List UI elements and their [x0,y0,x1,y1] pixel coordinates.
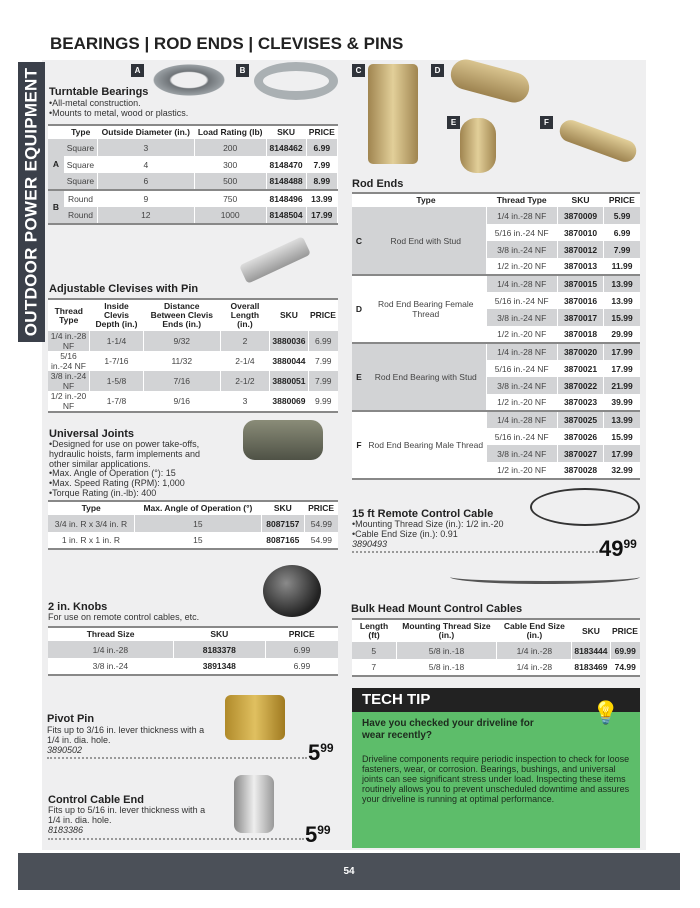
table-cell: 5 [352,642,396,659]
table-cell: Square [64,173,97,190]
table-cell: 5/8 in.-18 [396,642,497,659]
remote-cable-sku: 3890493 [352,539,388,549]
cable-end-sku: 8183386 [48,825,84,835]
table-cell: 2 [220,331,270,351]
table-cell: 54.99 [304,515,338,532]
square-bearing-image [148,62,230,98]
table-cell: 9.99 [308,391,338,412]
image-label-b: B [236,64,249,77]
column-header: Load Rating (lb) [194,125,266,139]
table-cell: 15.99 [604,309,640,326]
table-row [352,275,640,292]
table-cell: 6.99 [265,641,338,658]
knob-image [263,565,321,617]
side-label: OUTDOOR POWER EQUIPMENT [21,67,41,337]
table-row [352,411,640,428]
remote-cable-price [599,536,637,562]
rod-end-bearing-stud-image [460,118,496,173]
table-cell: 3/8 in.-24 NF [486,377,557,394]
table-cell: 5/16 in.-24 NF [48,351,89,371]
table-cell: 6.99 [308,331,338,351]
table-cell: 5/8 in.-18 [396,659,497,676]
table-cell: 3870021 [557,360,603,377]
remote-cable-bullet: •Mounting Thread Size (in.): 1/2 in.-20 [352,519,504,529]
lightbulb-icon: 💡 [592,700,620,725]
table-cell: 1/2 in.-20 NF [486,258,557,275]
table-cell: 1/4 in.-28 NF [486,411,557,428]
table-cell: 200 [194,139,266,156]
table-cell: 32.99 [604,462,640,479]
table-cell: 7/16 [144,371,221,391]
knobs-table [48,626,338,676]
table-cell: 6 [97,173,194,190]
column-header: SKU [261,501,304,515]
table-cell: 39.99 [604,394,640,411]
column-header: Thread Type [48,299,89,331]
table-cell: 1/4 in.-28 [48,641,173,658]
table-row [48,156,338,173]
table-row [48,371,338,391]
table-cell: 3870015 [557,275,603,292]
table-cell: Square [64,139,97,156]
table-cell: 1/4 in.-28 [497,642,572,659]
table-cell: 750 [194,190,266,207]
column-header [48,125,64,139]
table-cell: 2-1/2 [220,371,270,391]
table-cell: 8087165 [261,532,304,549]
table-row [48,658,338,675]
table-cell: Round [64,190,97,207]
table-cell: 1/2 in.-20 NF [486,394,557,411]
image-label-a: A [131,64,144,77]
table-cell: 9/16 [144,391,221,412]
table-cell: 54.99 [304,532,338,549]
knobs-subtitle: For use on remote control cables, etc. [48,612,200,622]
turntable-bullet: •All-metal construction. [49,98,141,108]
leader-dots [352,551,598,553]
table-cell: 8148462 [266,139,306,156]
remote-cable-image [530,488,640,526]
column-header [352,193,366,207]
table-cell: 3870026 [557,428,603,445]
table-row [48,331,338,351]
tech-tip-body: Driveline components require periodic inspection to check for loose fasteners, wear, or corrosion. Bearings, bushings, and universal joints can see significant stress under load. Inspecting these items routinely allows you to prevent unscheduled downtime and assures your driveline is running at optimal performance. [362,754,630,804]
table-cell: Round [64,207,97,224]
column-header: Mounting Thread Size (in.) [396,619,497,642]
table-cell: 8148496 [266,190,306,207]
table-row [48,207,338,224]
table-cell: 9/32 [144,331,221,351]
leader-dots [48,838,304,840]
price-cents: 99 [320,741,334,755]
table-cell: 3870018 [557,326,603,343]
table-cell: 7.99 [306,156,337,173]
price-dollars: 49 [599,536,624,561]
table-cell: 7.99 [308,351,338,371]
ujoints-table [48,500,338,550]
section-side-tab [18,62,45,342]
table-row [352,207,640,224]
table-cell: 1000 [194,207,266,224]
group-label: F [352,411,366,479]
table-cell: 4 [97,156,194,173]
bulkhead-table [352,618,640,677]
column-header: PRICE [308,299,338,331]
table-cell: 1/4 in.-28 NF [486,207,557,224]
table-row [48,173,338,190]
column-header: SKU [270,299,308,331]
table-cell: 11.99 [604,258,640,275]
table-cell: 11/32 [144,351,221,371]
table-cell: 3/8 in.-24 NF [48,371,89,391]
table-cell: 1-7/16 [89,351,143,371]
turntable-title: Turntable Bearings [49,86,149,98]
table-row [48,515,338,532]
group-label: D [352,275,366,343]
bulkhead-cable-image [450,570,640,584]
group-label: A [48,139,64,190]
price-dollars: 5 [308,740,321,765]
table-cell: 1 in. R x 1 in. R [48,532,134,549]
table-cell: 3/8 in.-24 [48,658,173,675]
table-cell: 7 [352,659,396,676]
group-type: Rod End Bearing Male Thread [366,411,486,479]
table-cell: 3891348 [173,658,265,675]
table-cell: 3870023 [557,394,603,411]
table-cell: 8148488 [266,173,306,190]
table-cell: 15 [134,532,261,549]
table-cell: 3870020 [557,343,603,360]
ujoints-bullet: •Max. Angle of Operation (°): 15 [49,468,176,478]
table-cell: 1/2 in.-20 NF [48,391,89,412]
ujoints-bullet: •Designed for use on power take-offs, hydraulic hoists, farm implements and other similar applications. [49,439,201,469]
table-cell: 3/8 in.-24 NF [486,309,557,326]
ujoints-bullet: •Torque Rating (in.-lb): 400 [49,488,157,498]
column-header: Thread Size [48,627,173,641]
table-cell: 3870017 [557,309,603,326]
column-header: Length (ft) [352,619,396,642]
cable-end-desc: Fits up to 5/16 in. lever thickness with a 1/4 in. dia. hole. [48,805,206,825]
ujoints-title: Universal Joints [49,428,134,440]
table-cell: 29.99 [604,326,640,343]
table-cell: 6.99 [265,658,338,675]
rod-ends-table [352,192,640,480]
leader-dots [47,757,307,759]
table-cell: 9 [97,190,194,207]
cable-end-image [234,775,274,833]
table-cell: 3870009 [557,207,603,224]
group-label: B [48,190,64,224]
table-cell: 5/16 in.-24 NF [486,292,557,309]
column-header: Inside Clevis Depth (in.) [89,299,143,331]
rod-end-stud-image [368,64,418,164]
column-header: Type [64,125,97,139]
turntable-table [48,124,338,225]
table-cell: 1-1/4 [89,331,143,351]
table-cell: 17.99 [604,343,640,360]
column-header: SKU [572,619,610,642]
table-row [352,343,640,360]
column-header: Cable End Size (in.) [497,619,572,642]
round-bearing-image [254,62,338,100]
table-cell: 5.99 [604,207,640,224]
table-cell: 8148504 [266,207,306,224]
table-cell: 3/8 in.-24 NF [486,445,557,462]
table-cell: 17.99 [604,445,640,462]
table-cell: 8183378 [173,641,265,658]
ujoints-bullet: •Max. Speed Rating (RPM): 1,000 [49,478,185,488]
table-row [48,351,338,371]
price-dollars: 5 [305,822,318,847]
table-cell: 3870012 [557,241,603,258]
table-cell: 6.99 [604,224,640,241]
table-cell: 1/4 in.-28 NF [486,275,557,292]
table-cell: 3880036 [270,331,308,351]
table-cell: 5/16 in.-24 NF [486,428,557,445]
pivot-pin-sku: 3890502 [47,745,83,755]
table-cell: 17.99 [604,360,640,377]
table-cell: 3870016 [557,292,603,309]
table-cell: 8087157 [261,515,304,532]
table-cell: 3880069 [270,391,308,412]
pivot-pin-desc: Fits up to 3/16 in. lever thickness with a 1/4 in. dia. hole. [47,725,205,745]
table-cell: 3870028 [557,462,603,479]
table-row [48,641,338,658]
rod-ends-title: Rod Ends [352,178,404,190]
table-cell: 17.99 [306,207,337,224]
column-header: PRICE [604,193,640,207]
table-cell: 5/16 in.-24 NF [486,224,557,241]
table-cell: 8183444 [572,642,610,659]
page-footer [18,853,680,890]
table-cell: 13.99 [604,292,640,309]
column-header: Overall Length (in.) [220,299,270,331]
image-label-f: F [540,116,553,129]
table-cell: 300 [194,156,266,173]
column-header: Max. Angle of Operation (°) [134,501,261,515]
column-header: PRICE [265,627,338,641]
column-header: Thread Type [486,193,557,207]
table-cell: 3870027 [557,445,603,462]
image-label-d: D [431,64,444,77]
table-row [48,190,338,207]
table-cell: 3870022 [557,377,603,394]
column-header: Outside Diameter (in.) [97,125,194,139]
pivot-pin-image [225,695,285,740]
table-cell: 12 [97,207,194,224]
table-cell: 13.99 [306,190,337,207]
tech-tip-box [352,688,640,848]
table-cell: 6.99 [306,139,337,156]
table-cell: 1/2 in.-20 NF [486,462,557,479]
table-cell: 15 [134,515,261,532]
table-cell: 500 [194,173,266,190]
column-header: SKU [557,193,603,207]
table-cell: 21.99 [604,377,640,394]
table-row [48,532,338,549]
table-cell: 3870025 [557,411,603,428]
table-cell: 13.99 [604,411,640,428]
remote-cable-title: 15 ft Remote Control Cable [352,508,494,520]
table-cell: 1/4 in.-28 NF [486,343,557,360]
group-type: Rod End Bearing with Stud [366,343,486,411]
table-cell: 8.99 [306,173,337,190]
knobs-title: 2 in. Knobs [48,601,108,613]
table-cell: 1-7/8 [89,391,143,412]
image-label-c: C [352,64,365,77]
remote-cable-bullet: •Cable End Size (in.): 0.91 [352,529,458,539]
table-cell: 2-1/4 [220,351,270,371]
table-cell: 7.99 [308,371,338,391]
table-cell: 1-5/8 [89,371,143,391]
turntable-bullet: •Mounts to metal, wood or plastics. [49,108,189,118]
price-cents: 99 [317,823,331,837]
table-cell: 5/16 in.-24 NF [486,360,557,377]
pivot-pin-price [308,740,334,766]
column-header: SKU [266,125,306,139]
table-cell: 8183469 [572,659,610,676]
tech-tip-heading: TECH TIP [352,688,640,712]
table-cell: 74.99 [610,659,640,676]
table-cell: 1/4 in.-28 [497,659,572,676]
column-header: Type [48,501,134,515]
group-type: Rod End Bearing Female Thread [366,275,486,343]
image-label-e: E [447,116,460,129]
page-title: BEARINGS | ROD ENDS | CLEVISES & PINS [50,34,404,53]
table-row [352,659,640,676]
price-cents: 99 [623,537,637,551]
table-row [352,642,640,659]
column-header: PRICE [610,619,640,642]
column-header: PRICE [304,501,338,515]
pivot-pin-title: Pivot Pin [47,713,95,725]
table-cell: 69.99 [610,642,640,659]
cable-end-price [305,822,331,848]
table-cell: 13.99 [604,275,640,292]
group-label: C [352,207,366,275]
clevises-table [48,298,338,413]
table-cell: 3880044 [270,351,308,371]
table-row [48,139,338,156]
bulkhead-title: Bulk Head Mount Control Cables [351,603,523,615]
column-header: Type [366,193,486,207]
column-header: Distance Between Clevis Ends (in.) [144,299,221,331]
column-header: PRICE [306,125,337,139]
clevises-title: Adjustable Clevises with Pin [49,283,199,295]
table-row [48,391,338,412]
table-cell: 7.99 [604,241,640,258]
table-cell: 3 [220,391,270,412]
table-cell: 3/8 in.-24 NF [486,241,557,258]
table-cell: 3880051 [270,371,308,391]
table-cell: 3870010 [557,224,603,241]
table-cell: 3/4 in. R x 3/4 in. R [48,515,134,532]
table-cell: 3 [97,139,194,156]
cable-end-title: Control Cable End [48,794,144,806]
column-header: SKU [173,627,265,641]
group-type: Rod End with Stud [366,207,486,275]
table-cell: 1/4 in.-28 NF [48,331,89,351]
table-cell: 3870013 [557,258,603,275]
group-label: E [352,343,366,411]
table-cell: 8148470 [266,156,306,173]
tech-tip-question: Have you checked your driveline for wear recently? [362,718,534,741]
table-cell: Square [64,156,97,173]
universal-joint-image [243,420,323,460]
table-cell: 1/2 in.-20 NF [486,326,557,343]
table-cell: 15.99 [604,428,640,445]
page-number: 54 [343,866,355,877]
